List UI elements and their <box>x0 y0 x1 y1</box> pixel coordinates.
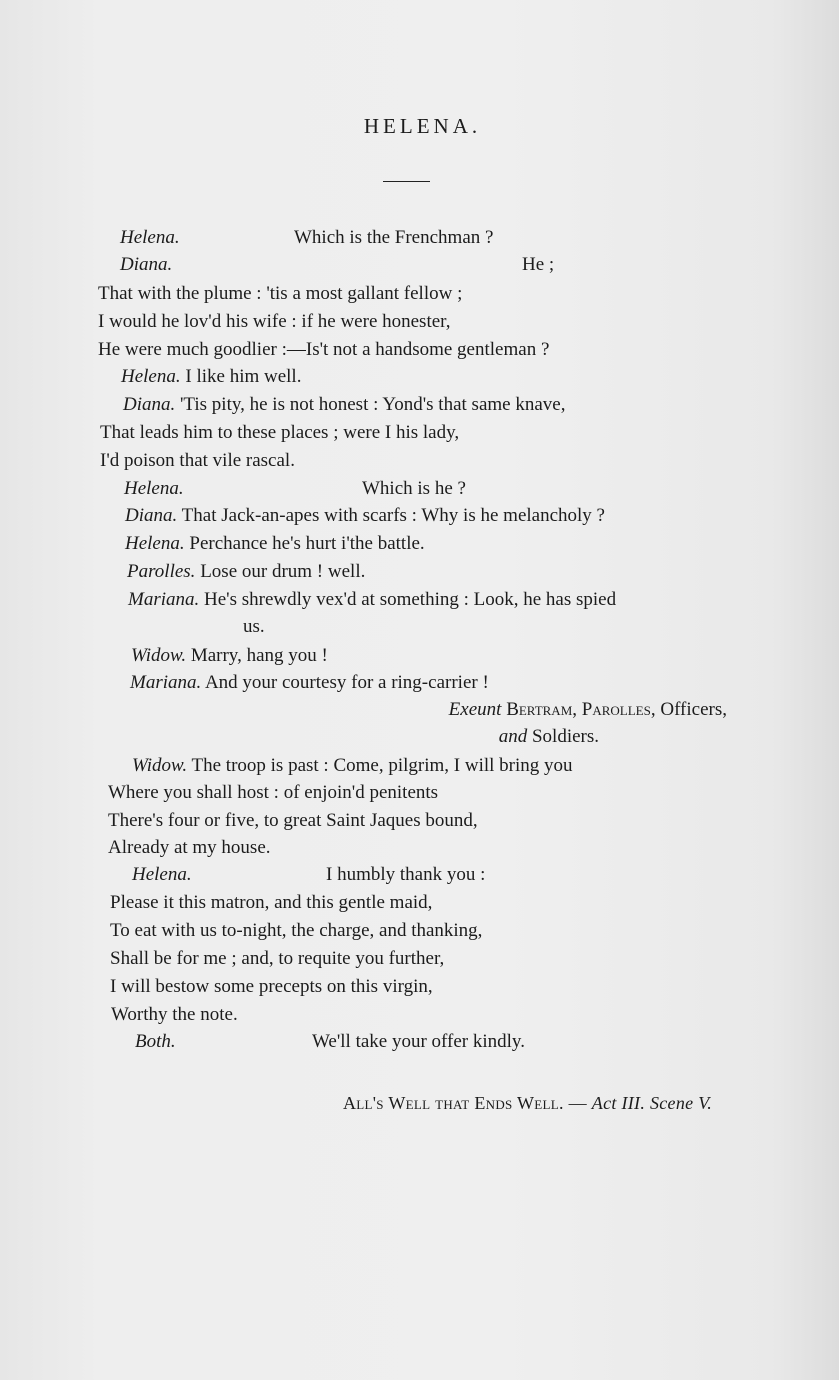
verse-line: Which is the Frenchman ? <box>294 227 494 248</box>
speaker-diana: Diana. <box>120 254 173 275</box>
speech-text: The troop is past : Come, pilgrim, I will bring you <box>191 755 573 776</box>
stage-direction-and: and <box>498 726 528 747</box>
play-title: All's Well that Ends Well. <box>342 1093 564 1113</box>
speech-line <box>125 533 425 555</box>
speech-text: I like him well. <box>185 366 302 387</box>
speech-text: And your courtesy for a ring-carrier ! <box>204 672 489 693</box>
speaker-helena: Helena. <box>125 533 185 554</box>
speech-text: 'Tis pity, he is not honest : Yond's that same knave, <box>180 394 566 415</box>
stage-direction-exeunt: Exeunt <box>448 699 502 720</box>
speaker-both: Both. <box>135 1031 176 1052</box>
speaker-diana: Diana. <box>125 505 178 526</box>
character-soldiers: Soldiers. <box>531 726 599 747</box>
verse-line: I would he lov'd his wife : if he were honester, <box>98 311 451 332</box>
speech-line <box>128 589 616 611</box>
title-divider <box>383 181 430 182</box>
verse-line: I will bestow some precepts on this virgin, <box>110 976 433 997</box>
speech-line <box>123 394 565 416</box>
speaker-mariana: Mariana. <box>130 672 202 693</box>
speaker-diana: Diana. <box>123 394 176 415</box>
speaker-widow: Widow. <box>132 755 188 776</box>
verse-line: To eat with us to-night, the charge, and thanking, <box>110 920 483 941</box>
speaker-helena: Helena. <box>124 478 184 499</box>
act-scene: Act III. Scene V. <box>591 1093 712 1113</box>
verse-line: He were much goodlier :—Is't not a handsome gentleman ? <box>98 339 550 360</box>
verse-line: That with the plume : 'tis a most gallant fellow ; <box>98 283 463 304</box>
speech-text: Marry, hang you ! <box>190 645 328 666</box>
verse-line: That leads him to these places ; were I his lady, <box>100 422 460 443</box>
speaker-widow: Widow. <box>131 645 187 666</box>
speaker-helena: Helena. <box>132 864 192 885</box>
speech-line <box>131 645 328 667</box>
page-title: HELENA. <box>363 114 482 138</box>
speaker-mariana: Mariana. <box>128 589 200 610</box>
speech-text: Perchance he's hurt i'the battle. <box>189 533 425 554</box>
speech-line <box>130 672 489 694</box>
verse-line: Which is he ? <box>362 478 466 499</box>
verse-line: I humbly thank you : <box>326 864 486 885</box>
speech-line <box>125 505 605 527</box>
stage-direction <box>499 726 599 748</box>
character-bertram: Bertram, <box>506 699 578 720</box>
stage-direction <box>449 699 727 721</box>
verse-line: We'll take your offer kindly. <box>312 1031 525 1052</box>
verse-line-continuation: us. <box>243 616 265 637</box>
play-citation <box>343 1093 712 1114</box>
verse-line: He ; <box>522 254 555 275</box>
verse-line: Where you shall host : of enjoin'd penitents <box>108 782 439 803</box>
speaker-helena: Helena. <box>120 227 180 248</box>
verse-line: Worthy the note. <box>111 1004 238 1025</box>
citation-dash: — <box>568 1093 587 1113</box>
speech-text: That Jack-an-apes with scarfs : Why is he melancholy ? <box>181 505 605 526</box>
verse-line: I'd poison that vile rascal. <box>100 450 295 471</box>
character-parolles: Parolles, <box>581 699 656 720</box>
speech-text: He's shrewdly vex'd at something : Look, he has spied <box>204 589 617 610</box>
speech-text: Lose our drum ! well. <box>200 561 366 582</box>
speaker-helena: Helena. <box>121 366 181 387</box>
speech-line <box>121 366 301 388</box>
character-officers: Officers, <box>660 699 727 720</box>
speaker-parolles: Parolles. <box>127 561 196 582</box>
verse-line: There's four or five, to great Saint Jaques bound, <box>108 810 478 831</box>
verse-line: Please it this matron, and this gentle maid, <box>110 892 433 913</box>
speech-line <box>127 561 365 583</box>
speech-line <box>132 755 573 777</box>
verse-line: Already at my house. <box>108 837 271 858</box>
verse-line: Shall be for me ; and, to requite you further, <box>110 948 445 969</box>
